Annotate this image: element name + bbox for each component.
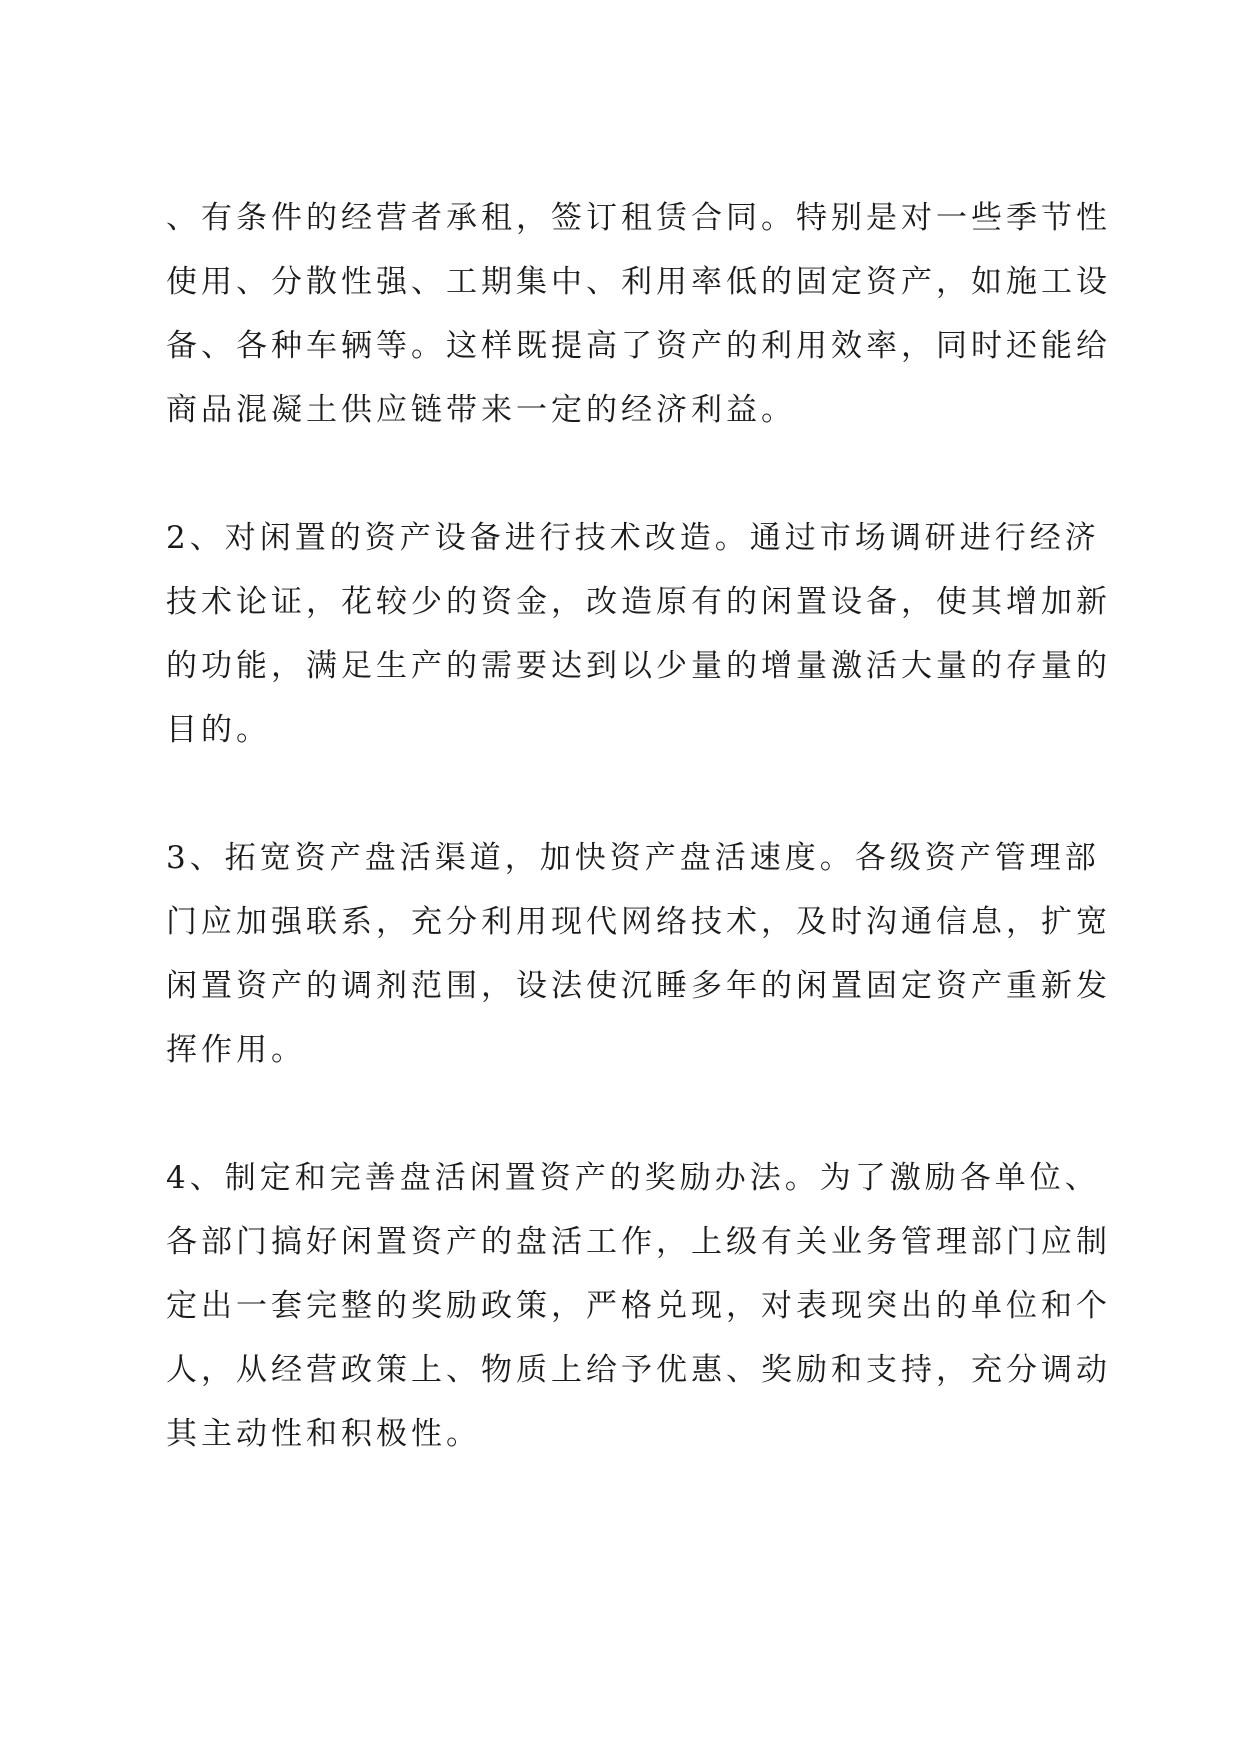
paragraph-1 [166, 186, 1111, 442]
text-line: 商品混凝土供应链带来一定的经济利益。 [166, 392, 796, 428]
text-line: 门应加强联系，充分利用现代网络技术，及时沟通信息，扩宽 [166, 904, 1111, 940]
text-line: 挥作用。 [166, 1032, 306, 1068]
document-body [166, 186, 1111, 1530]
paragraph-4 [166, 1146, 1111, 1466]
text-line: 2、对闲置的资产设备进行技术改造。通过市场调研进行经济 [166, 520, 1100, 556]
paragraph-3 [166, 826, 1111, 1082]
text-line: 闲置资产的调剂范围，设法使沉睡多年的闲置固定资产重新发 [166, 968, 1111, 1004]
text-line: 、有条件的经营者承租，签订租赁合同。特别是对一些季节性 [166, 200, 1111, 236]
text-line: 各部门搞好闲置资产的盘活工作，上级有关业务管理部门应制 [166, 1224, 1111, 1260]
text-line: 3、拓宽资产盘活渠道，加快资产盘活速度。各级资产管理部 [166, 840, 1100, 876]
text-line: 目的。 [166, 712, 271, 748]
text-line: 其主动性和积极性。 [166, 1416, 481, 1452]
text-line: 4、制定和完善盘活闲置资产的奖励办法。为了激励各单位、 [166, 1160, 1100, 1196]
text-line: 定出一套完整的奖励政策，严格兑现，对表现突出的单位和个 [166, 1288, 1111, 1324]
text-line: 的功能，满足生产的需要达到以少量的增量激活大量的存量的 [166, 648, 1111, 684]
text-line: 技术论证，花较少的资金，改造原有的闲置设备，使其增加新 [166, 584, 1111, 620]
text-line: 使用、分散性强、工期集中、利用率低的固定资产，如施工设 [166, 264, 1111, 300]
text-line: 备、各种车辆等。这样既提高了资产的利用效率，同时还能给 [166, 328, 1111, 364]
text-line: 人，从经营政策上、物质上给予优惠、奖励和支持，充分调动 [166, 1352, 1111, 1388]
paragraph-2 [166, 506, 1111, 762]
